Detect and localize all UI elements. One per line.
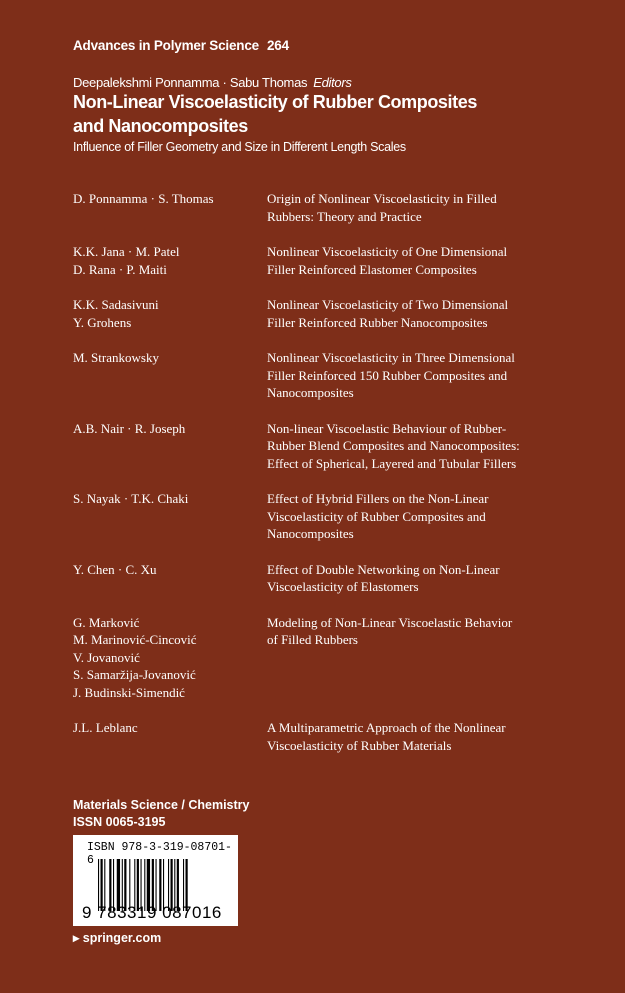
chapter-title-line: Non-linear Viscoelastic Behaviour of Rubber- — [267, 420, 507, 436]
author-line: Y. Grohens — [73, 314, 132, 330]
toc-entry — [73, 561, 553, 596]
chapter-title — [267, 243, 537, 278]
issn: ISSN 0065-3195 — [73, 815, 166, 829]
chapter-title-line: Viscoelasticity of Rubber Composites and — [267, 508, 486, 524]
toc-entry — [73, 349, 553, 402]
chapter-title — [267, 561, 537, 596]
chapter-title-line: Rubber Blend Composites and Nanocomposites: — [267, 438, 520, 453]
chapter-authors — [73, 490, 267, 543]
toc-entry — [73, 190, 553, 225]
chapter-title-line: Nanocomposites — [267, 385, 354, 400]
editors — [73, 75, 352, 90]
title-line: Non-Linear Viscoelasticity of Rubber Composites — [73, 92, 477, 112]
author-line: G. Marković — [73, 614, 140, 630]
barcode-digits: 9 783319 087016 — [82, 903, 222, 922]
chapter-title — [267, 420, 537, 473]
chapter-title-line: Filler Reinforced 150 Rubber Composites and — [267, 367, 508, 383]
chapter-title-line: Viscoelasticity of Rubber Materials — [267, 737, 452, 753]
author-line: K.K. Jana · M. Patel — [73, 244, 180, 259]
author-line: M. Marinović-Cincović — [73, 632, 197, 647]
subject-category: Materials Science / Chemistry — [73, 798, 250, 812]
author-line: K.K. Sadasivuni — [73, 297, 159, 312]
toc-entry — [73, 490, 553, 543]
chapter-authors — [73, 190, 267, 225]
chapter-authors — [73, 561, 267, 596]
toc-entry — [73, 243, 553, 278]
publisher-website-link[interactable]: ▸ springer.com — [73, 931, 162, 945]
chapter-title-line: Filler Reinforced Rubber Nanocomposites — [267, 314, 488, 330]
author-line: M. Strankowsky — [73, 350, 159, 365]
author-line: J. Budinski-Simendić — [73, 684, 185, 700]
table-of-contents — [73, 190, 553, 772]
author-line: Y. Chen · C. Xu — [73, 561, 157, 577]
author-line: S. Samaržija-Jovanović — [73, 667, 196, 682]
author-line: J.L. Leblanc — [73, 720, 138, 735]
chapter-title — [267, 719, 537, 754]
chapter-title-line: Modeling of Non-Linear Viscoelastic Behavior — [267, 614, 513, 630]
chapter-title — [267, 614, 537, 702]
author-line: S. Nayak · T.K. Chaki — [73, 491, 189, 506]
chapter-authors — [73, 719, 267, 754]
author-line: A.B. Nair · R. Joseph — [73, 420, 186, 436]
toc-entry — [73, 420, 553, 473]
book-subtitle: Influence of Filler Geometry and Size in Different Length Scales — [73, 140, 406, 154]
chapter-title-line: Nonlinear Viscoelasticity in Three Dimensional — [267, 350, 515, 365]
author-line: D. Ponnamma · S. Thomas — [73, 191, 214, 206]
book-title — [73, 90, 573, 138]
chapter-title — [267, 296, 537, 331]
chapter-title-line: Nanocomposites — [267, 526, 354, 541]
chapter-title-line: Effect of Double Networking on Non-Linear — [267, 561, 500, 577]
toc-entry — [73, 719, 553, 754]
title-line: and Nanocomposites — [73, 116, 248, 136]
chapter-title-line: Nonlinear Viscoelasticity of Two Dimensional — [267, 297, 509, 312]
editors-label: Editors — [313, 75, 352, 90]
chapter-authors — [73, 349, 267, 402]
chapter-title-line: Rubbers: Theory and Practice — [267, 208, 422, 224]
series-volume: 264 — [266, 38, 289, 53]
toc-entry — [73, 614, 553, 702]
series-title — [73, 38, 289, 53]
chapter-title-line: Effect of Hybrid Fillers on the Non-Linear — [267, 491, 489, 506]
editor-names: Deepalekshmi Ponnamma · Sabu Thomas — [73, 75, 308, 90]
series-name: Advances in Polymer Science — [73, 38, 259, 53]
chapter-authors — [73, 614, 267, 702]
author-line: D. Rana · P. Maiti — [73, 261, 167, 277]
chapter-title-line: Origin of Nonlinear Viscoelasticity in Filled — [267, 191, 497, 206]
chapter-title-line: Effect of Spherical, Layered and Tubular Fillers — [267, 455, 517, 471]
chapter-title — [267, 349, 537, 402]
isbn: ISBN 978-3-319-08701-6 — [87, 841, 232, 867]
chapter-title-line: Nonlinear Viscoelasticity of One Dimensional — [267, 244, 508, 259]
chapter-title-line: of Filled Rubbers — [267, 632, 358, 647]
chapter-title-line: Viscoelasticity of Elastomers — [267, 579, 419, 594]
toc-entry — [73, 296, 553, 331]
barcode — [73, 835, 238, 926]
chapter-title — [267, 490, 537, 543]
chapter-title-line: A Multiparametric Approach of the Nonlinear — [267, 720, 506, 735]
chapter-authors — [73, 243, 267, 278]
chapter-title-line: Filler Reinforced Elastomer Composites — [267, 261, 477, 277]
chapter-title — [267, 190, 537, 225]
author-line: V. Jovanović — [73, 649, 140, 665]
chapter-authors — [73, 296, 267, 331]
chapter-authors — [73, 420, 267, 473]
